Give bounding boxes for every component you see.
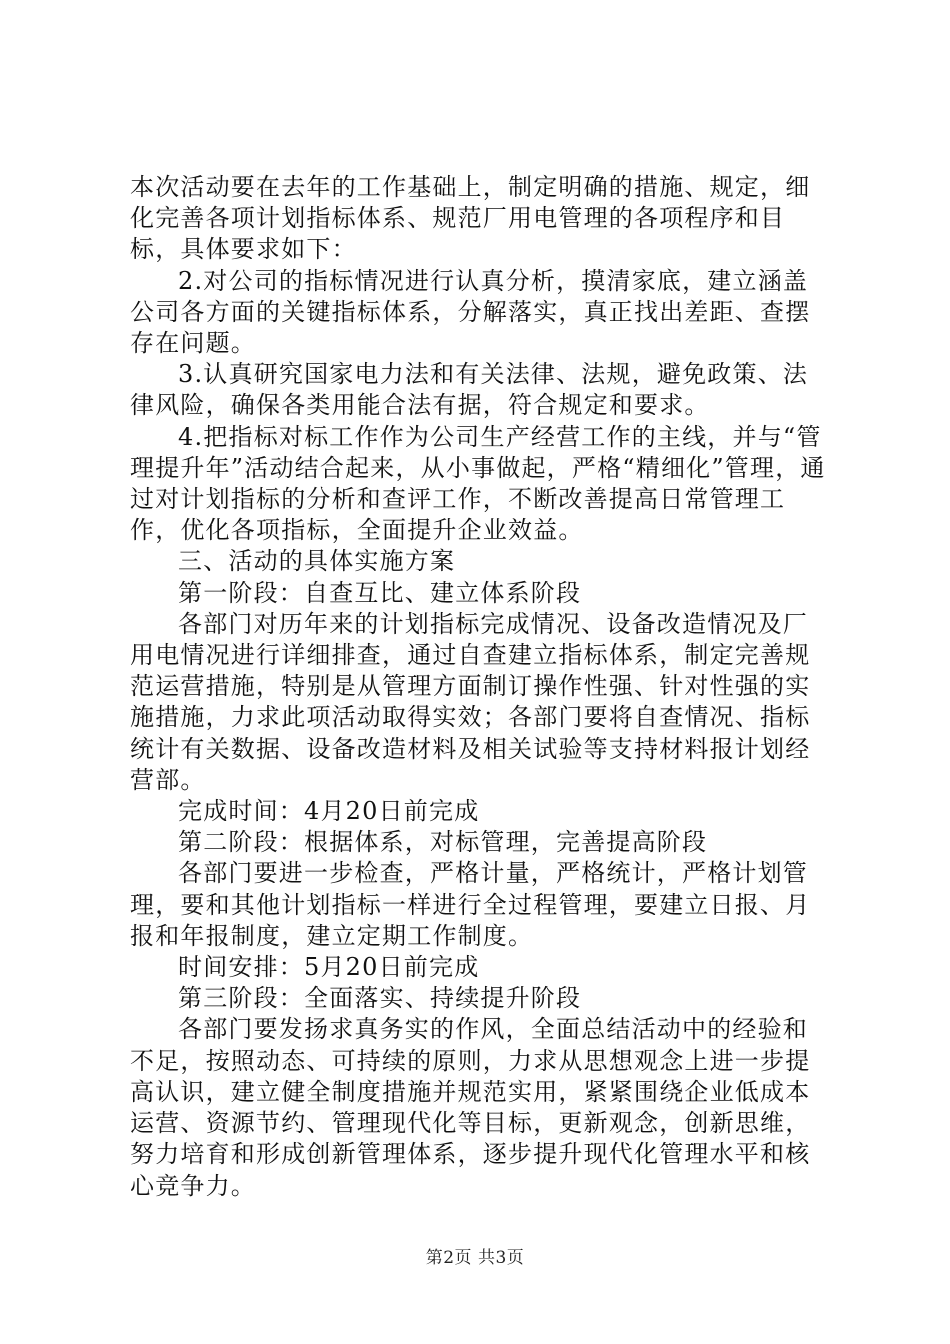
phase-3-heading: 第三阶段：全面落实、持续提升阶段	[178, 984, 582, 1013]
paragraph-item-2: 2.对公司的指标情况进行认真分析，摸清家底，建立涵盖公司各方面的关键指标体系，分解落实，真正找出差距、查摆存在问题。	[130, 266, 811, 358]
paragraph-item-3: 3.认真研究国家电力法和有关法律、法规，避免政策、法律风险，确保各类用能合法有据，符合规定和要求。	[130, 360, 809, 420]
phase-2-body: 各部门要进一步检查，严格计量，严格统计，严格计划管理，要和其他计划指标一样进行全过程管理，要建立日报、月报和年报制度，建立定期工作制度。	[130, 859, 811, 950]
page-number-footer: 第2页 共3页	[425, 1248, 525, 1268]
phase-3-body: 各部门要发扬求真务实的作风，全面总结活动中的经验和不足，按照动态、可持续的原则，力求从思想观念上进一步提高认识，建立健全制度措施并规范实用，紧紧围绕企业低成本运营、资源节约、管理现代化等目标，更新观念，创新思维，努力培育和形成创新管理体系，逐步提升现代化管理水平和核心竞争力。	[130, 1015, 811, 1200]
document-body	[130, 172, 830, 1202]
phase-1-deadline: 完成时间：4月20日前完成	[178, 797, 480, 826]
phase-1-heading: 第一阶段：自查互比、建立体系阶段	[178, 578, 582, 607]
paragraph-intro: 本次活动要在去年的工作基础上，制定明确的措施、规定，细化完善各项计划指标体系、规范厂用电管理的各项程序和目标，具体要求如下：	[130, 173, 811, 264]
phase-1-body: 各部门对历年来的计划指标完成情况、设备改造情况及厂用电情况进行详细排查，通过自查建立指标体系，制定完善规范运营措施，特别是从管理方面制订操作性强、针对性强的实施措施，力求此项活动取得实效；各部门要将自查情况、指标统计有关数据、设备改造材料及相关试验等支持材料报计划经营部。	[130, 609, 811, 794]
section-heading: 三、活动的具体实施方案	[178, 547, 456, 576]
phase-2-deadline: 时间安排：5月20日前完成	[178, 953, 480, 982]
phase-2-heading: 第二阶段：根据体系，对标管理，完善提高阶段	[178, 828, 708, 857]
paragraph-item-4: 4.把指标对标工作作为公司生产经营工作的主线，并与“管理提升年”活动结合起来，从小事做起，严格“精细化”管理，通过对计划指标的分析和查评工作，不断改善提高日常管理工作，优化各项指标，全面提升企业效益。	[130, 422, 826, 545]
